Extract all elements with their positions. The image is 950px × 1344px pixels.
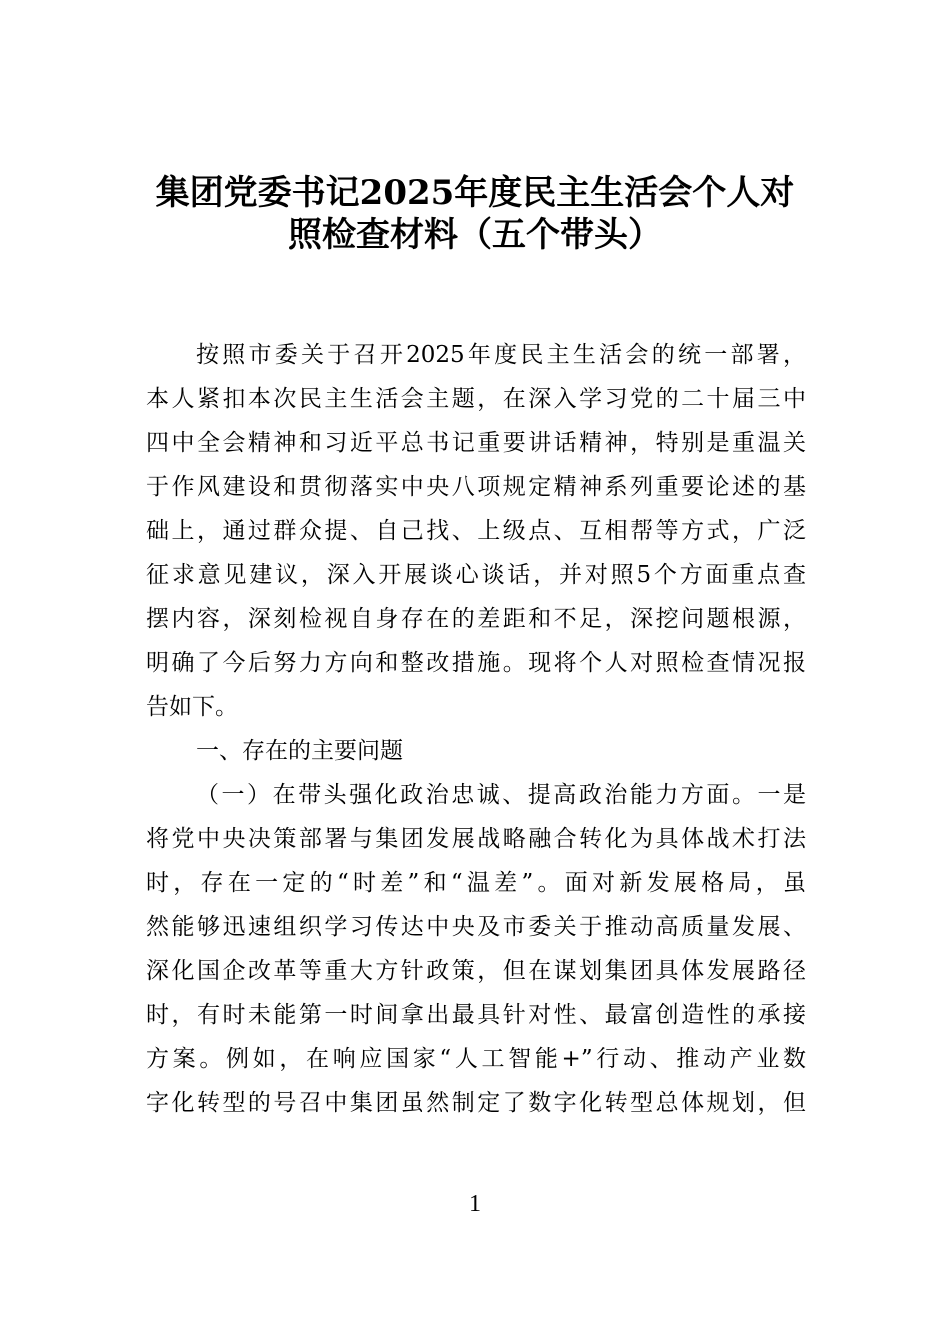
document-title-line-2: 照检查材料（五个带头） (288, 215, 662, 255)
paragraph-line: 按照市委关于召开2025年度民主生活会的统一部署， (196, 342, 806, 368)
paragraph-line: 本人紧扣本次民主生活会主题，在深入学习党的二十届三中 (146, 386, 806, 412)
paragraph-line: 于作风建设和贯彻落实中央八项规定精神系列重要论述的基 (146, 474, 806, 500)
document-title-line-1: 集团党委书记2025年度民主生活会个人对 (155, 173, 795, 213)
paragraph-line: 础上，通过群众提、自己找、上级点、互相帮等方式，广泛 (146, 518, 806, 544)
paragraph-line: 四中全会精神和习近平总书记重要讲话精神，特别是重温关 (146, 430, 806, 456)
paragraph-line: 字化转型的号召中集团虽然制定了数字化转型总体规划，但 (146, 1090, 806, 1116)
paragraph-line: 将党中央决策部署与集团发展战略融合转化为具体战术打法 (146, 826, 806, 852)
paragraph-line: 时，有时未能第一时间拿出最具针对性、最富创造性的承接 (146, 1002, 806, 1028)
paragraph-line: 然能够迅速组织学习传达中央及市委关于推动高质量发展、 (146, 914, 806, 940)
page-number: 1 (469, 1191, 481, 1217)
section-heading: 一、存在的主要问题 (196, 738, 403, 764)
paragraph-line: 征求意见建议，深入开展谈心谈话，并对照5个方面重点查 (146, 562, 806, 588)
paragraph-line: （一）在带头强化政治忠诚、提高政治能力方面。一是 (196, 782, 806, 808)
paragraph-line: 告如下。 (146, 694, 238, 720)
paragraph-line: 深化国企改革等重大方针政策，但在谋划集团具体发展路径 (146, 958, 806, 984)
paragraph-line: 明确了今后努力方向和整改措施。现将个人对照检查情况报 (146, 650, 806, 676)
paragraph-line: 方案。例如，在响应国家“人工智能+”行动、推动产业数 (146, 1046, 806, 1072)
paragraph-line: 摆内容，深刻检视自身存在的差距和不足，深挖问题根源， (146, 606, 806, 632)
paragraph-line: 时，存在一定的“时差”和“温差”。面对新发展格局，虽 (146, 870, 806, 896)
